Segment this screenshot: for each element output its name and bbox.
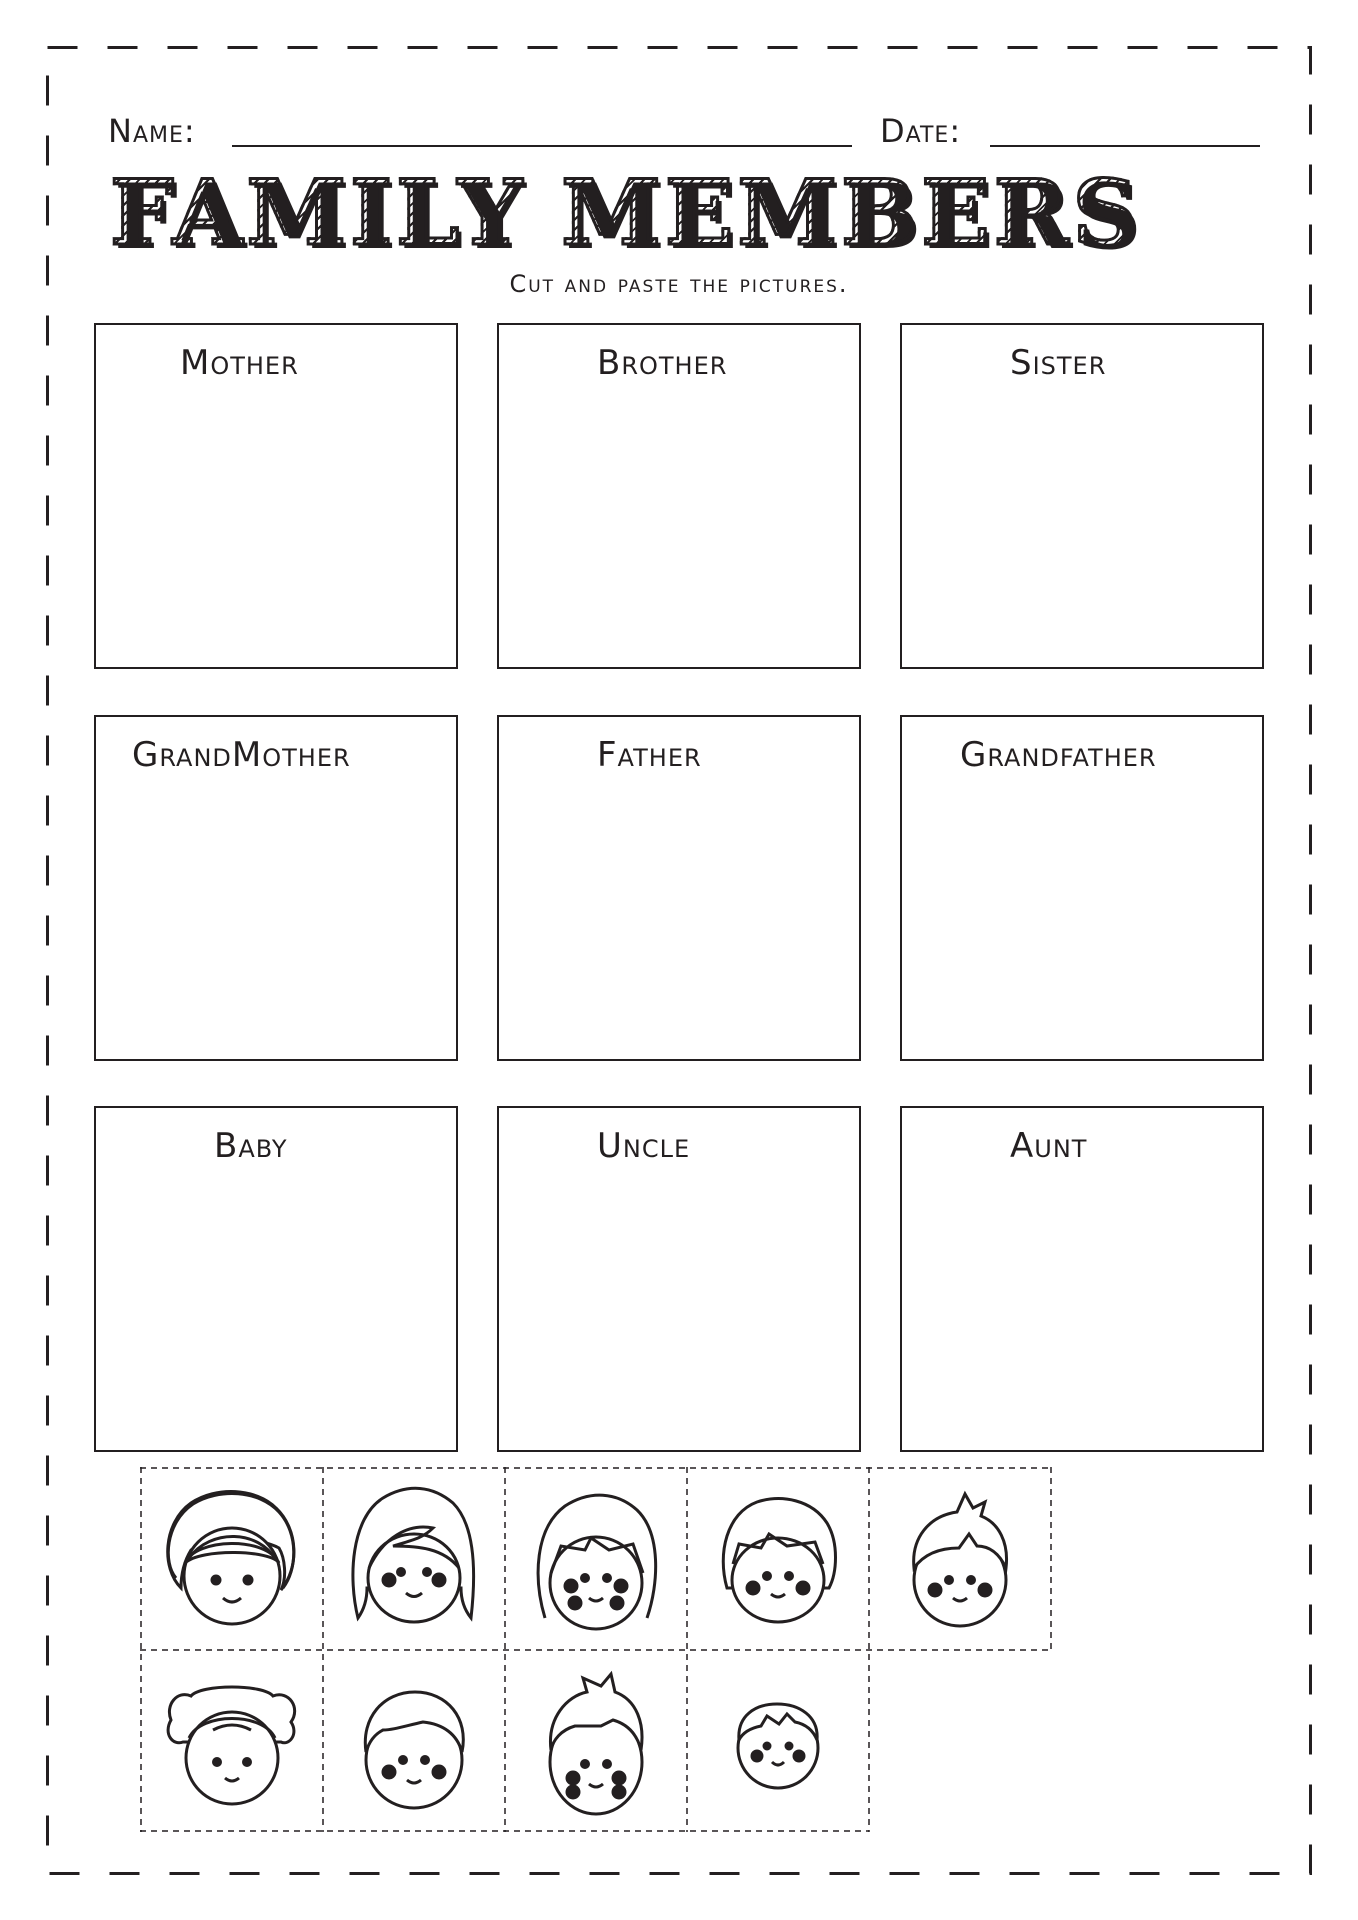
box-label: GrandMother (132, 735, 351, 775)
cutout-cell-7[interactable] (323, 1650, 505, 1832)
cutout-cell-4[interactable] (687, 1468, 869, 1650)
box-label: Brother (597, 343, 728, 383)
spiky-hair-man-face-icon (505, 1650, 687, 1832)
cutout-cell-1[interactable] (141, 1468, 323, 1650)
box-label: Grandfather (960, 735, 1157, 775)
header-row (108, 112, 1258, 152)
paste-box-sister[interactable] (900, 323, 1264, 669)
date-line[interactable] (990, 145, 1260, 147)
name-line[interactable] (232, 145, 852, 147)
cutout-cell-8[interactable] (505, 1650, 687, 1832)
instructions: Cut and paste the pictures. (509, 270, 849, 298)
cutout-cell-2[interactable] (323, 1468, 505, 1650)
paste-box-uncle[interactable] (497, 1106, 861, 1452)
paste-box-father[interactable] (497, 715, 861, 1061)
date-label: Date: (880, 112, 962, 150)
paste-box-brother[interactable] (497, 323, 861, 669)
grandmother-bun-face-icon (141, 1650, 323, 1832)
paste-box-aunt[interactable] (900, 1106, 1264, 1452)
name-label: Name: (108, 112, 196, 150)
long-hair-girl-face-icon (323, 1468, 505, 1650)
cutout-cell-3[interactable] (505, 1468, 687, 1650)
box-label: Baby (214, 1126, 288, 1166)
cutout-cell-9[interactable] (687, 1650, 869, 1832)
box-label: Aunt (1010, 1126, 1088, 1166)
box-label: Mother (180, 343, 299, 383)
box-label: Uncle (597, 1126, 691, 1166)
bob-hair-girl-face-icon (505, 1468, 687, 1650)
box-label: Sister (1010, 343, 1107, 383)
cutout-cell-5[interactable] (869, 1468, 1051, 1650)
page-title: FAMILY MEMBERS (110, 160, 1142, 266)
spiky-hair-boy-face-icon (869, 1468, 1051, 1650)
short-bob-girl-face-icon (687, 1468, 869, 1650)
paste-box-mother[interactable] (94, 323, 458, 669)
cutout-cell-6[interactable] (141, 1650, 323, 1832)
paste-box-baby[interactable] (94, 1106, 458, 1452)
curly-hair-woman-face-icon (141, 1468, 323, 1650)
box-label: Father (597, 735, 702, 775)
short-hair-man-face-icon (323, 1650, 505, 1832)
paste-box-grandfather[interactable] (900, 715, 1264, 1061)
baby-face-icon (687, 1650, 869, 1832)
paste-box-grandmother[interactable] (94, 715, 458, 1061)
